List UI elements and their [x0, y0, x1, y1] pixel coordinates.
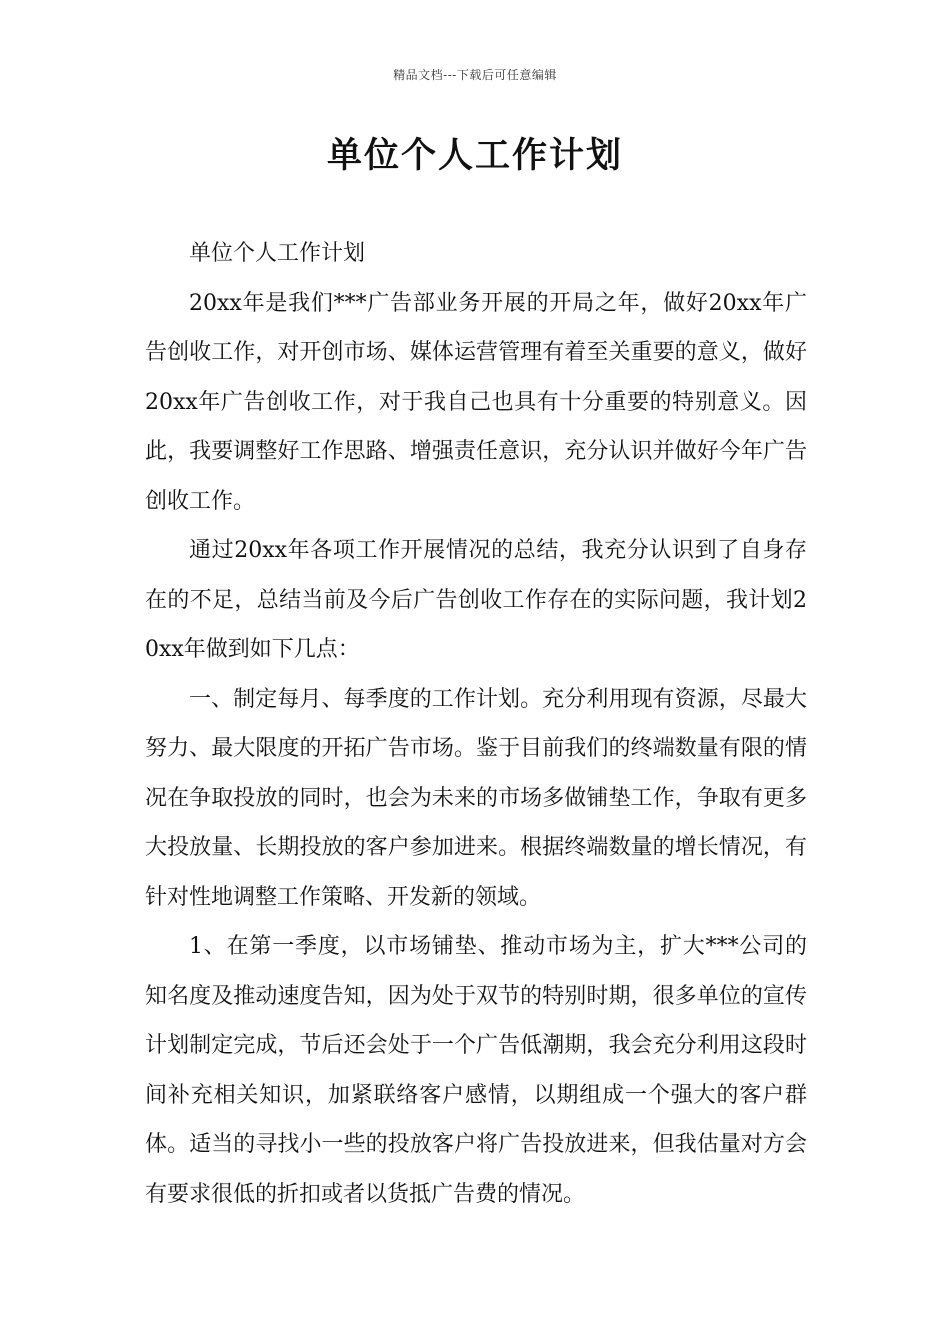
document-title: 单位个人工作计划: [326, 135, 623, 176]
paragraph-intro: 20xx年是我们***广告部业务开展的开局之年，做好20xx年广告创收工作，对开创市场、媒体运营管理有着至关重要的意义，做好20xx年广告创收工作，对于我自己也具有十分重要的特别意义。因此，我要调整好工作思路、增强责任意识，充分认识并做好今年广告创收工作。: [145, 290, 807, 514]
paragraph-plan-one: 一、制定每月、每季度的工作计划。充分利用现有资源，尽最大努力、最大限度的开拓广告市场。鉴于目前我们的终端数量有限的情况在争取投放的同时，也会为未来的市场多做铺垫工作，争取有更多大投放量、长期投放的客户参加进来。根据终端数量的增长情况，有针对性地调整工作策略、开发新的领域。: [145, 686, 807, 910]
paragraph-first-quarter: 1、在第一季度，以市场铺垫、推动市场为主，扩大***公司的知名度及推动速度告知，因为处于双节的特别时期，很多单位的宣传计划制定完成，节后还会处于一个广告低潮期，我会充分利用这段时间补充相关知识，加紧联络客户感情，以期组成一个强大的客户群体。适当的寻找小一些的投放客户将广告投放进来，但我估量对方会有要求很低的折扣或者以货抵广告费的情况。: [145, 934, 807, 1207]
paragraph-summary: 通过20xx年各项工作开展情况的总结，我充分认识到了自身存在的不足，总结当前及今后广告创收工作存在的实际问题，我计划20xx年做到如下几点：: [145, 538, 807, 662]
paragraph-subtitle: 单位个人工作计划: [189, 241, 366, 266]
document-body: [145, 229, 807, 1219]
header-note: 精品文档---下载后可任意编辑: [393, 68, 557, 82]
